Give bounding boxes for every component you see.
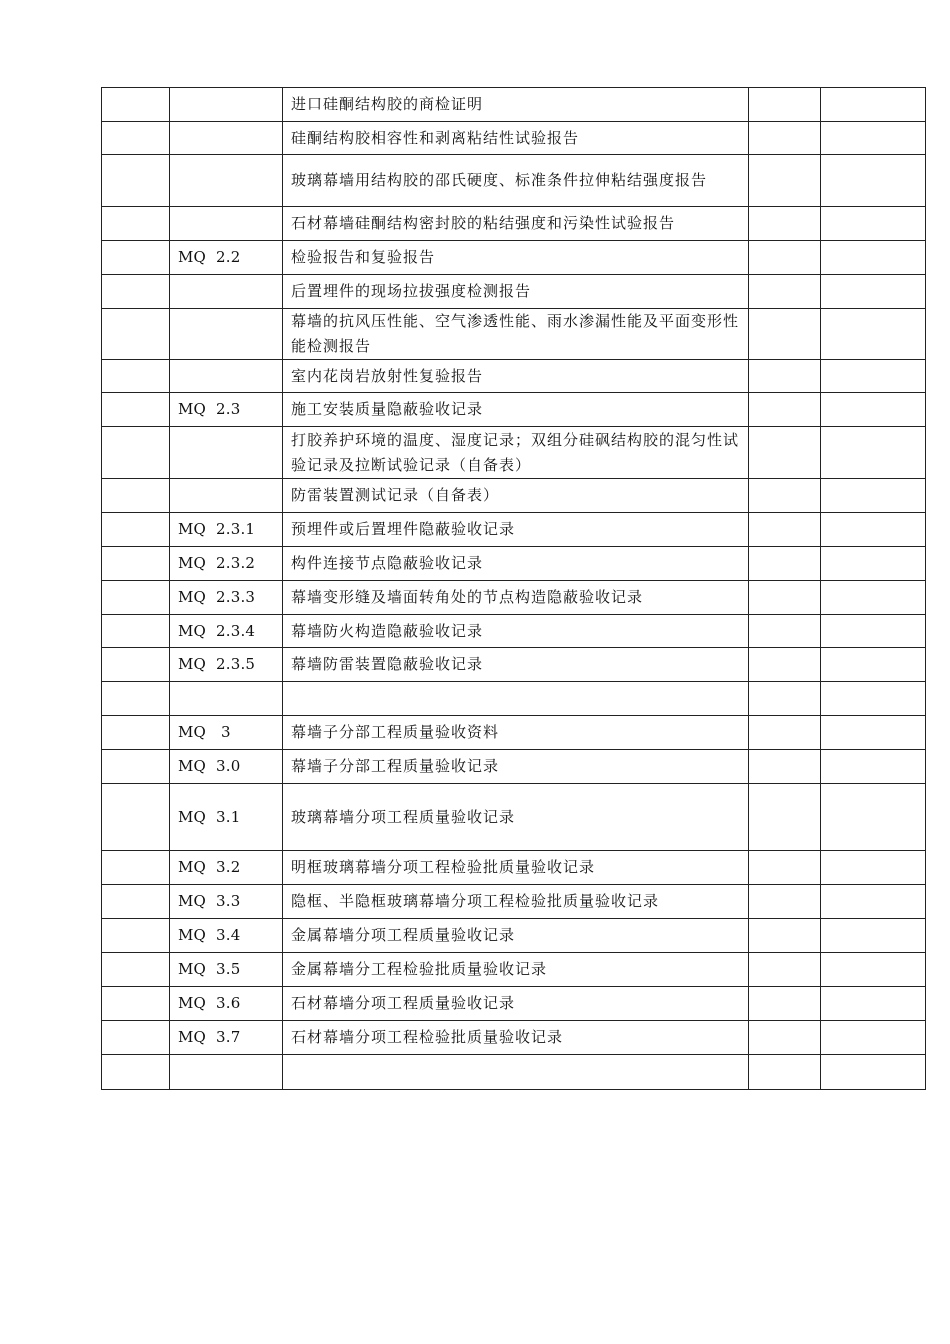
index-cell [102,716,170,750]
remark-cell [821,716,926,750]
remark-cell [821,851,926,885]
table-row [102,393,926,427]
index-cell [102,648,170,682]
table-row [102,155,926,207]
index-cell [102,615,170,648]
description-cell: 检验报告和复验报告 [283,241,749,275]
table-row [102,682,926,716]
code-cell [170,122,283,155]
index-cell [102,750,170,784]
remark-cell [821,885,926,919]
description-cell: 石材幕墙硅酮结构密封胶的粘结强度和污染性试验报告 [283,207,749,241]
description-cell: 石材幕墙分项工程质量验收记录 [283,987,749,1021]
remark-cell [821,309,926,360]
remark-cell [821,615,926,648]
index-cell [102,427,170,479]
index-cell [102,309,170,360]
pages-cell [749,275,821,309]
code-cell: MQ 3.6 [170,987,283,1021]
pages-cell [749,547,821,581]
code-cell: MQ 3.4 [170,919,283,953]
index-cell [102,1021,170,1055]
remark-cell [821,919,926,953]
index-cell [102,784,170,851]
pages-cell [749,987,821,1021]
remark-cell [821,479,926,513]
description-cell [283,682,749,716]
code-cell: MQ 2.3.3 [170,581,283,615]
table-row [102,275,926,309]
pages-cell [749,953,821,987]
description-cell: 室内花岗岩放射性复验报告 [283,360,749,393]
remark-cell [821,155,926,207]
index-cell [102,682,170,716]
table-body [102,88,926,1090]
remark-cell [821,581,926,615]
pages-cell [749,207,821,241]
table-row [102,309,926,360]
description-cell: 后置埋件的现场拉拔强度检测报告 [283,275,749,309]
code-cell [170,275,283,309]
code-cell: MQ 2.2 [170,241,283,275]
index-cell [102,581,170,615]
description-cell: 幕墙子分部工程质量验收资料 [283,716,749,750]
description-cell: 构件连接节点隐蔽验收记录 [283,547,749,581]
pages-cell [749,851,821,885]
table-row [102,953,926,987]
description-cell: 玻璃幕墙分项工程质量验收记录 [283,784,749,851]
index-cell [102,479,170,513]
description-cell: 金属幕墙分工程检验批质量验收记录 [283,953,749,987]
pages-cell [749,155,821,207]
description-cell: 打胶养护环境的温度、湿度记录；双组分硅砜结构胶的混匀性试验记录及拉断试验记录（自备表） [283,427,749,479]
table-row [102,241,926,275]
index-cell [102,122,170,155]
table-row [102,750,926,784]
record-list-table [101,87,926,1090]
pages-cell [749,360,821,393]
description-cell: 施工安装质量隐蔽验收记录 [283,393,749,427]
remark-cell [821,275,926,309]
code-cell [170,207,283,241]
index-cell [102,547,170,581]
pages-cell [749,682,821,716]
table-row [102,1055,926,1090]
table-row [102,919,926,953]
code-cell [170,1055,283,1090]
pages-cell [749,241,821,275]
index-cell [102,207,170,241]
code-cell [170,309,283,360]
remark-cell [821,784,926,851]
index-cell [102,1055,170,1090]
table-row [102,479,926,513]
index-cell [102,953,170,987]
index-cell [102,393,170,427]
remark-cell [821,88,926,122]
description-cell [283,1055,749,1090]
remark-cell [821,1055,926,1090]
remark-cell [821,648,926,682]
index-cell [102,88,170,122]
table-row [102,851,926,885]
remark-cell [821,682,926,716]
remark-cell [821,953,926,987]
description-cell: 幕墙防火构造隐蔽验收记录 [283,615,749,648]
description-cell: 幕墙变形缝及墙面转角处的节点构造隐蔽验收记录 [283,581,749,615]
code-cell: MQ 2.3.1 [170,513,283,547]
table-row [102,716,926,750]
pages-cell [749,750,821,784]
pages-cell [749,885,821,919]
table-row [102,427,926,479]
code-cell: MQ 3.7 [170,1021,283,1055]
description-cell: 幕墙的抗风压性能、空气渗透性能、雨水渗漏性能及平面变形性能检测报告 [283,309,749,360]
code-cell: MQ 2.3.5 [170,648,283,682]
remark-cell [821,427,926,479]
code-cell: MQ 3.2 [170,851,283,885]
table-row [102,122,926,155]
remark-cell [821,513,926,547]
pages-cell [749,716,821,750]
table-row [102,784,926,851]
remark-cell [821,1021,926,1055]
code-cell: MQ 2.3 [170,393,283,427]
index-cell [102,275,170,309]
code-cell [170,360,283,393]
table-row [102,885,926,919]
pages-cell [749,1021,821,1055]
pages-cell [749,615,821,648]
pages-cell [749,648,821,682]
remark-cell [821,393,926,427]
code-cell: MQ 2.3.4 [170,615,283,648]
table-row [102,987,926,1021]
remark-cell [821,750,926,784]
table-row [102,88,926,122]
pages-cell [749,784,821,851]
pages-cell [749,479,821,513]
remark-cell [821,122,926,155]
table-row [102,513,926,547]
description-cell: 幕墙防雷装置隐蔽验收记录 [283,648,749,682]
table-row [102,547,926,581]
table-row [102,615,926,648]
index-cell [102,919,170,953]
code-cell [170,479,283,513]
table-row [102,581,926,615]
code-cell: MQ 2.3.2 [170,547,283,581]
code-cell [170,88,283,122]
remark-cell [821,987,926,1021]
code-cell [170,427,283,479]
code-cell [170,682,283,716]
remark-cell [821,547,926,581]
remark-cell [821,241,926,275]
code-cell: MQ 3.5 [170,953,283,987]
pages-cell [749,919,821,953]
description-cell: 隐框、半隐框玻璃幕墙分项工程检验批质量验收记录 [283,885,749,919]
code-cell: MQ 3.3 [170,885,283,919]
index-cell [102,513,170,547]
description-cell: 幕墙子分部工程质量验收记录 [283,750,749,784]
index-cell [102,241,170,275]
description-cell: 明框玻璃幕墙分项工程检验批质量验收记录 [283,851,749,885]
code-cell [170,155,283,207]
code-cell: MQ 3 [170,716,283,750]
pages-cell [749,393,821,427]
remark-cell [821,207,926,241]
description-cell: 防雷装置测试记录（自备表） [283,479,749,513]
pages-cell [749,309,821,360]
pages-cell [749,427,821,479]
pages-cell [749,581,821,615]
table-row [102,360,926,393]
table-row [102,648,926,682]
pages-cell [749,122,821,155]
description-cell: 进口硅酮结构胶的商检证明 [283,88,749,122]
table-row [102,207,926,241]
index-cell [102,885,170,919]
description-cell: 玻璃幕墙用结构胶的邵氏硬度、标准条件拉伸粘结强度报告 [283,155,749,207]
description-cell: 预埋件或后置埋件隐蔽验收记录 [283,513,749,547]
description-cell: 硅酮结构胶相容性和剥离粘结性试验报告 [283,122,749,155]
index-cell [102,155,170,207]
code-cell: MQ 3.0 [170,750,283,784]
pages-cell [749,513,821,547]
description-cell: 石材幕墙分项工程检验批质量验收记录 [283,1021,749,1055]
pages-cell [749,1055,821,1090]
table-row [102,1021,926,1055]
index-cell [102,987,170,1021]
pages-cell [749,88,821,122]
remark-cell [821,360,926,393]
index-cell [102,360,170,393]
description-cell: 金属幕墙分项工程质量验收记录 [283,919,749,953]
code-cell: MQ 3.1 [170,784,283,851]
index-cell [102,851,170,885]
